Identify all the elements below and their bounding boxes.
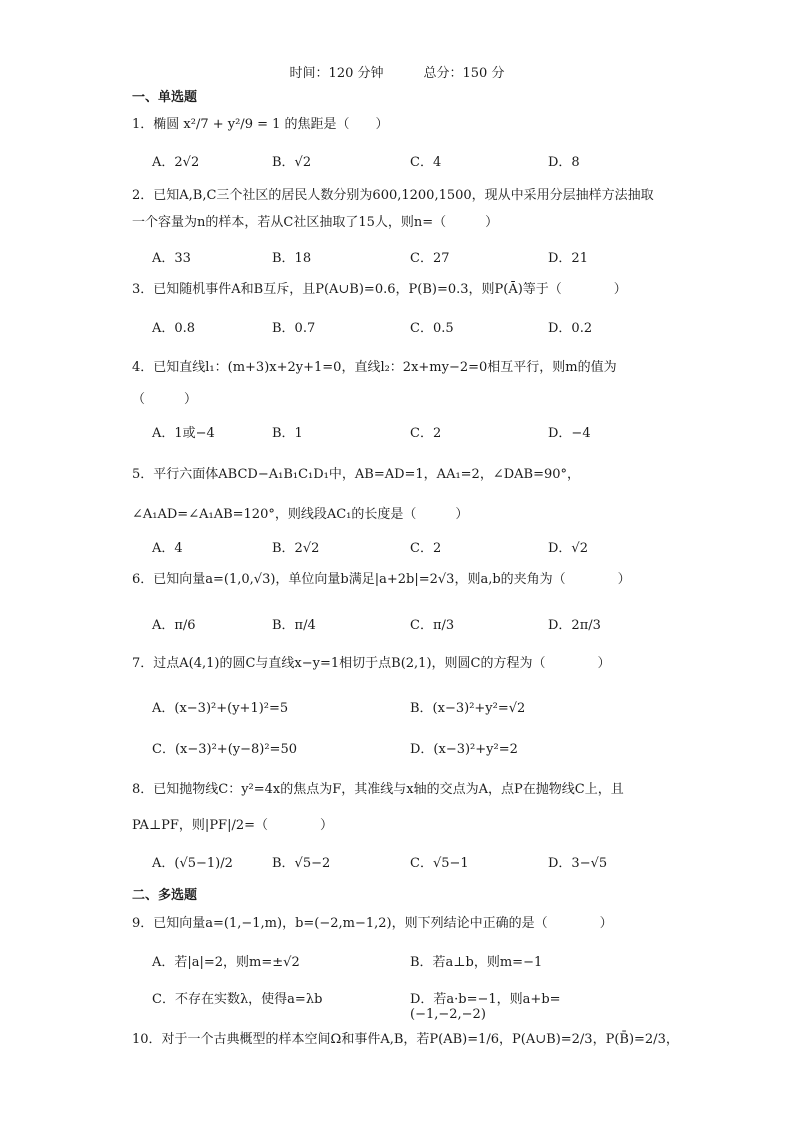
question-10: 10．对于一个古典概型的样本空间Ω和事件A,B，若P(AB)=1/6，P(A∪B)=2/3，P(B̄)=2/3， xyxy=(132,1032,679,1047)
question-9: 9．已知向量a=(1,−1,m)，b=(−2,m−1,2)，则下列结论中正确的是（ ） xyxy=(132,916,613,931)
option-b: B．18 xyxy=(272,251,312,266)
option-a: A．若|a|=2，则m=±√2 xyxy=(152,955,300,970)
option-d: D．21 xyxy=(548,251,588,266)
option-a: A．(x−3)²+(y+1)²=5 xyxy=(152,701,289,716)
question-4-options xyxy=(152,422,632,444)
question-5: 5．平行六面体ABCD−A₁B₁C₁D₁中，AB=AD=1，AA₁=2，∠DAB=90°，∠A₁AD=∠A₁AB=120°，则线段AC₁的长度是（ ） xyxy=(132,467,581,522)
option-c: C．27 xyxy=(410,251,450,266)
question-4: 4．已知直线l₁：(m+3)x+2y+1=0，直线l₂：2x+my−2=0相互平行，则m的值为（ ） xyxy=(132,360,617,407)
question-6: 6．已知向量a=(1,0,√3)，单位向量b满足|a+2b|=2√3，则a,b的夹角为（ ） xyxy=(132,572,631,587)
section-multiple-choice: 二、多选题 xyxy=(132,888,198,903)
option-c: C．4 xyxy=(410,155,442,170)
option-b: B．2√2 xyxy=(272,541,320,556)
exam-score: 总分：150 分 xyxy=(423,66,505,81)
option-d: D．2π/3 xyxy=(548,618,601,633)
option-d: D．−4 xyxy=(548,426,591,441)
question-2: 2．已知A,B,C三个社区的居民人数分别为600,1200,1500，现从中采用分层抽样方法抽取一个容量为n的样本，若从C社区抽取了15人，则n=（ ） xyxy=(132,188,654,230)
option-d: D．0.2 xyxy=(548,321,593,336)
option-a: A．4 xyxy=(152,541,183,556)
option-b: B．0.7 xyxy=(272,321,316,336)
question-2-options xyxy=(152,247,632,269)
question-1: 1．椭圆 x²/7 + y²/9 = 1 的焦距是（ ） xyxy=(132,117,389,132)
exam-time: 时间：120 分钟 xyxy=(289,66,384,81)
option-b: B．1 xyxy=(272,426,303,441)
question-1-options xyxy=(152,151,632,173)
option-d: D．若a·b=−1，则a+b=(−1,−2,−2) xyxy=(410,992,561,1022)
option-d: D．3−√5 xyxy=(548,856,608,871)
option-c: C．√5−1 xyxy=(410,856,469,871)
question-7-options-row-2 xyxy=(152,738,632,760)
option-d: D．(x−3)²+y²=2 xyxy=(410,742,518,757)
exam-header xyxy=(0,62,794,81)
question-9-options-row-1 xyxy=(152,951,632,973)
option-b: B．√5−2 xyxy=(272,856,331,871)
option-c: C．π/3 xyxy=(410,618,455,633)
option-c: C．2 xyxy=(410,541,442,556)
option-a: A．2√2 xyxy=(152,155,200,170)
question-5-options xyxy=(152,537,632,559)
question-8-options xyxy=(152,852,632,874)
option-a: A．π/6 xyxy=(152,618,196,633)
option-a: A．(√5−1)/2 xyxy=(152,856,233,871)
option-b: B．若a⊥b，则m=−1 xyxy=(410,955,543,970)
question-9-options-row-2 xyxy=(152,988,632,1022)
option-b: B．(x−3)²+y²=√2 xyxy=(410,701,526,716)
option-c: C．2 xyxy=(410,426,442,441)
option-c: C．0.5 xyxy=(410,321,454,336)
option-c: C．不存在实数λ，使得a=λb xyxy=(152,992,323,1007)
option-a: A．1或−4 xyxy=(152,426,215,441)
question-6-options xyxy=(152,614,632,636)
question-7: 7．过点A(4,1)的圆C与直线x−y=1相切于点B(2,1)，则圆C的方程为（ ） xyxy=(132,656,611,671)
question-8: 8．已知抛物线C：y²=4x的焦点为F，其准线与x轴的交点为A，点P在抛物线C上，且PA⊥PF，则|PF|/2=（ ） xyxy=(132,782,624,833)
option-a: A．0.8 xyxy=(152,321,196,336)
option-c: C．(x−3)²+(y−8)²=50 xyxy=(152,742,297,757)
question-3-options xyxy=(152,317,632,339)
question-7-options-row-1 xyxy=(152,697,632,719)
section-single-choice: 一、单选题 xyxy=(132,90,198,105)
option-d: D．√2 xyxy=(548,541,588,556)
question-3: 3．已知随机事件A和B互斥，且P(A∪B)=0.6，P(B)=0.3，则P(Ā)等于（ ） xyxy=(132,282,627,297)
option-b: B．√2 xyxy=(272,155,312,170)
option-d: D．8 xyxy=(548,155,580,170)
option-b: B．π/4 xyxy=(272,618,316,633)
option-a: A．33 xyxy=(152,251,191,266)
